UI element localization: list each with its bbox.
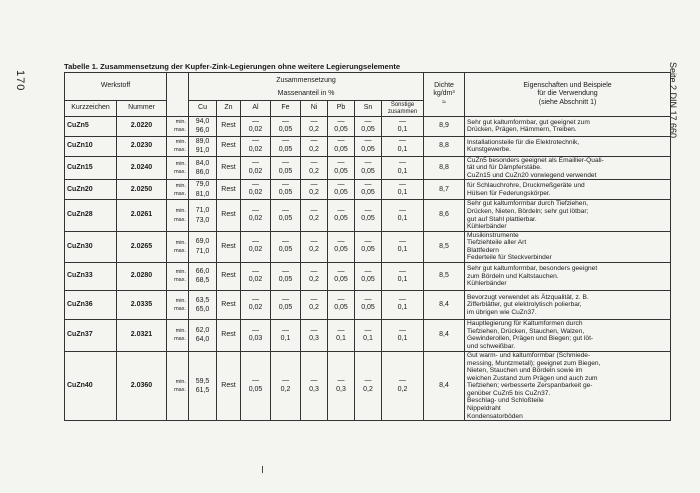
page-tick-mark: [262, 466, 263, 473]
element-header-al: Al: [241, 101, 271, 117]
composition-table: [64, 72, 671, 421]
pb-cell: — 0,05: [328, 156, 355, 180]
element-header-sn: Sn: [355, 101, 382, 117]
sonst-cell: — 0,1: [382, 200, 424, 231]
al-cell: — 0,02: [241, 200, 271, 231]
dichte-cell: 8,4: [424, 351, 465, 420]
dichte-cell: 8,9: [424, 117, 465, 137]
pb-cell: — 0,1: [328, 319, 355, 351]
al-cell: — 0,03: [241, 319, 271, 351]
minmax-cell: min. max.: [167, 262, 189, 290]
sonst-cell: — 0,1: [382, 156, 424, 180]
cu-cell: 71,0 73,0: [189, 200, 217, 231]
sonst-cell: — 0,1: [382, 231, 424, 262]
zn-cell: Rest: [217, 290, 241, 319]
minmax-cell: min. max.: [167, 180, 189, 200]
table-row: [65, 117, 671, 137]
nummer-cell: 2.0265: [117, 231, 167, 262]
cu-cell: 62,0 64,0: [189, 319, 217, 351]
minmax-cell: min. max.: [167, 136, 189, 156]
table-row: [65, 180, 671, 200]
table-row: [65, 319, 671, 351]
kurzzeichen-cell: CuZn30: [65, 231, 117, 262]
dichte-cell: 8,8: [424, 156, 465, 180]
minmax-cell: min. max.: [167, 200, 189, 231]
fe-cell: — 0,2: [271, 351, 301, 420]
nummer-cell: 2.0240: [117, 156, 167, 180]
table-row: [65, 262, 671, 290]
massenanteil-header: Massenanteil in %: [189, 89, 424, 101]
zn-cell: Rest: [217, 351, 241, 420]
al-cell: — 0,02: [241, 262, 271, 290]
nummer-cell: 2.0321: [117, 319, 167, 351]
nummer-cell: 2.0250: [117, 180, 167, 200]
ni-cell: — 0,2: [301, 231, 328, 262]
header-row-1: [65, 73, 671, 89]
minmax-cell: min. max.: [167, 351, 189, 420]
table-row: [65, 156, 671, 180]
kurzzeichen-cell: CuZn36: [65, 290, 117, 319]
sonstige-header: Sonstige zusammen: [382, 101, 424, 117]
element-header-zn: Zn: [217, 101, 241, 117]
zn-cell: Rest: [217, 156, 241, 180]
fe-cell: — 0,05: [271, 290, 301, 319]
fe-cell: — 0,05: [271, 180, 301, 200]
verwendung-cell: Installationsteile für die Elektrotechnik, Kunstgewerbe.: [465, 136, 671, 156]
sonst-cell: — 0,1: [382, 136, 424, 156]
cu-cell: 79,0 81,0: [189, 180, 217, 200]
cu-cell: 66,0 68,5: [189, 262, 217, 290]
sn-cell: — 0,2: [355, 351, 382, 420]
zn-cell: Rest: [217, 262, 241, 290]
ni-cell: — 0,2: [301, 136, 328, 156]
minmax-cell: min. max.: [167, 117, 189, 137]
ni-cell: — 0,2: [301, 156, 328, 180]
ni-cell: — 0,2: [301, 290, 328, 319]
kurzzeichen-cell: CuZn20: [65, 180, 117, 200]
cu-cell: 84,0 86,0: [189, 156, 217, 180]
fe-cell: — 0,05: [271, 117, 301, 137]
ni-cell: — 0,3: [301, 319, 328, 351]
sn-cell: — 0,05: [355, 231, 382, 262]
verwendung-cell: Hauptlegierung für Kaltumformen durch Tiefziehen, Drücken, Stauchen, Walzen, Gewinderollen, Prägen und Biegen; gut löt- und schweißbar.: [465, 319, 671, 351]
ni-cell: — 0,2: [301, 180, 328, 200]
table-row: [65, 351, 671, 420]
zusammensetzung-header: Zusammensetzung: [189, 73, 424, 89]
pb-cell: — 0,05: [328, 180, 355, 200]
verwendung-cell: Sehr gut kaltumformbar, besonders geeignet zum Bördeln und Kaltstauchen. Kühlerbänder: [465, 262, 671, 290]
ni-cell: — 0,3: [301, 351, 328, 420]
sn-cell: — 0,05: [355, 180, 382, 200]
nummer-cell: 2.0220: [117, 117, 167, 137]
sonst-cell: — 0,1: [382, 319, 424, 351]
al-cell: — 0,02: [241, 180, 271, 200]
table-row: [65, 231, 671, 262]
fe-cell: — 0,05: [271, 156, 301, 180]
kurzzeichen-cell: CuZn5: [65, 117, 117, 137]
table-row: [65, 200, 671, 231]
sn-cell: — 0,05: [355, 117, 382, 137]
dichte-header: Dichte kg/dm³ ≈: [424, 73, 465, 117]
zn-cell: Rest: [217, 319, 241, 351]
ni-cell: — 0,2: [301, 262, 328, 290]
ni-cell: — 0,2: [301, 117, 328, 137]
minmax-header: [167, 73, 189, 117]
page-number: 170: [14, 70, 26, 92]
fe-cell: — 0,05: [271, 200, 301, 231]
verwendung-cell: Musikinstrumente Tiefziehteile aller Art Blattfedern Federteile für Steckverbinder: [465, 231, 671, 262]
cu-cell: 89,0 91,0: [189, 136, 217, 156]
dichte-cell: 8,8: [424, 136, 465, 156]
sn-cell: — 0,05: [355, 136, 382, 156]
nummer-header: Nummer: [117, 101, 167, 117]
al-cell: — 0,02: [241, 231, 271, 262]
fe-cell: — 0,05: [271, 136, 301, 156]
zn-cell: Rest: [217, 136, 241, 156]
kurzzeichen-cell: CuZn40: [65, 351, 117, 420]
cu-cell: 69,0 71,0: [189, 231, 217, 262]
pb-cell: — 0,05: [328, 262, 355, 290]
sonst-cell: — 0,1: [382, 180, 424, 200]
sonst-cell: — 0,2: [382, 351, 424, 420]
sn-cell: — 0,05: [355, 262, 382, 290]
kurzzeichen-cell: CuZn10: [65, 136, 117, 156]
pb-cell: — 0,3: [328, 351, 355, 420]
kurzzeichen-cell: CuZn28: [65, 200, 117, 231]
dichte-cell: 8,5: [424, 231, 465, 262]
verwendung-cell: Gut warm- und kaltumformbar (Schmiede- messing, Muntzmetall); geeignet zum Biegen, Nieten, Stauchen und Bördeln sowie im weichen Zustand zum Prägen und auch zum Tiefziehen; verbesserte Zerspanbarkeit ge- genüber CuZn5 bis CuZn37. Beschlag- und Schloßteile Nippeldraht Kondensatorböden: [465, 351, 671, 420]
verwendung-cell: Sehr gut kaltumformbar durch Tiefziehen, Drücken, Nieten, Bördeln; sehr gut lötbar; gut auf Stahl plattierbar. Kühlerbänder: [465, 200, 671, 231]
element-header-pb: Pb: [328, 101, 355, 117]
table-caption: Tabelle 1. Zusammensetzung der Kupfer-Zink-Legierungen ohne weitere Legierungselemente: [64, 62, 401, 71]
verwendung-cell: für Schlauchrohre, Druckmeßgeräte und Hülsen für Federungskörper.: [465, 180, 671, 200]
verwendung-cell: Sehr gut kaltumformbar, gut geeignet zum Drücken, Prägen, Hämmern, Treiben.: [465, 117, 671, 137]
al-cell: — 0,02: [241, 156, 271, 180]
fe-cell: — 0,1: [271, 319, 301, 351]
element-header-ni: Ni: [301, 101, 328, 117]
sonst-cell: — 0,1: [382, 262, 424, 290]
zn-cell: Rest: [217, 180, 241, 200]
dichte-cell: 8,4: [424, 319, 465, 351]
al-cell: — 0,02: [241, 136, 271, 156]
cu-cell: 94,0 96,0: [189, 117, 217, 137]
zn-cell: Rest: [217, 200, 241, 231]
pb-cell: — 0,05: [328, 290, 355, 319]
nummer-cell: 2.0335: [117, 290, 167, 319]
al-cell: — 0,02: [241, 117, 271, 137]
fe-cell: — 0,05: [271, 262, 301, 290]
table-row: [65, 290, 671, 319]
sn-cell: — 0,1: [355, 319, 382, 351]
dichte-cell: 8,4: [424, 290, 465, 319]
verwendung-cell: CuZn5 besonders geeignet als Emaillier-Quali- tät und für Dämpferstäbe. CuZn15 und CuZn20 vorwiegend verwendet: [465, 156, 671, 180]
din-side-label: Seite 2 DIN 17 660: [668, 62, 678, 139]
element-header-fe: Fe: [271, 101, 301, 117]
pb-cell: — 0,05: [328, 136, 355, 156]
minmax-cell: min. max.: [167, 290, 189, 319]
cu-cell: 59,5 61,5: [189, 351, 217, 420]
minmax-cell: min. max.: [167, 156, 189, 180]
cu-cell: 63,5 65,0: [189, 290, 217, 319]
nummer-cell: 2.0230: [117, 136, 167, 156]
nummer-cell: 2.0280: [117, 262, 167, 290]
kurzzeichen-cell: CuZn15: [65, 156, 117, 180]
nummer-cell: 2.0360: [117, 351, 167, 420]
dichte-cell: 8,5: [424, 262, 465, 290]
verwendung-cell: Bevorzugt verwendet als Ätzqualität, z. B. Zifferblätter, gut elektrolytisch polierbar, im übrigen wie CuZn37.: [465, 290, 671, 319]
al-cell: — 0,05: [241, 351, 271, 420]
minmax-cell: min. max.: [167, 231, 189, 262]
minmax-cell: min. max.: [167, 319, 189, 351]
ni-cell: — 0,2: [301, 200, 328, 231]
kurzzeichen-cell: CuZn33: [65, 262, 117, 290]
sn-cell: — 0,05: [355, 200, 382, 231]
zn-cell: Rest: [217, 231, 241, 262]
eigenschaften-header: Eigenschaften und Beispiele für die Verwendung (siehe Abschnitt 1): [465, 73, 671, 117]
dichte-cell: 8,6: [424, 200, 465, 231]
sonst-cell: — 0,1: [382, 290, 424, 319]
zn-cell: Rest: [217, 117, 241, 137]
table-row: [65, 136, 671, 156]
pb-cell: — 0,05: [328, 231, 355, 262]
kurzzeichen-cell: CuZn37: [65, 319, 117, 351]
pb-cell: — 0,05: [328, 117, 355, 137]
element-header-cu: Cu: [189, 101, 217, 117]
sn-cell: — 0,05: [355, 290, 382, 319]
sn-cell: — 0,05: [355, 156, 382, 180]
werkstoff-header: Werkstoff: [65, 73, 167, 101]
sonst-cell: — 0,1: [382, 117, 424, 137]
kurzzeichen-header: Kurzzeichen: [65, 101, 117, 117]
fe-cell: — 0,05: [271, 231, 301, 262]
nummer-cell: 2.0261: [117, 200, 167, 231]
al-cell: — 0,02: [241, 290, 271, 319]
pb-cell: — 0,05: [328, 200, 355, 231]
dichte-cell: 8,7: [424, 180, 465, 200]
